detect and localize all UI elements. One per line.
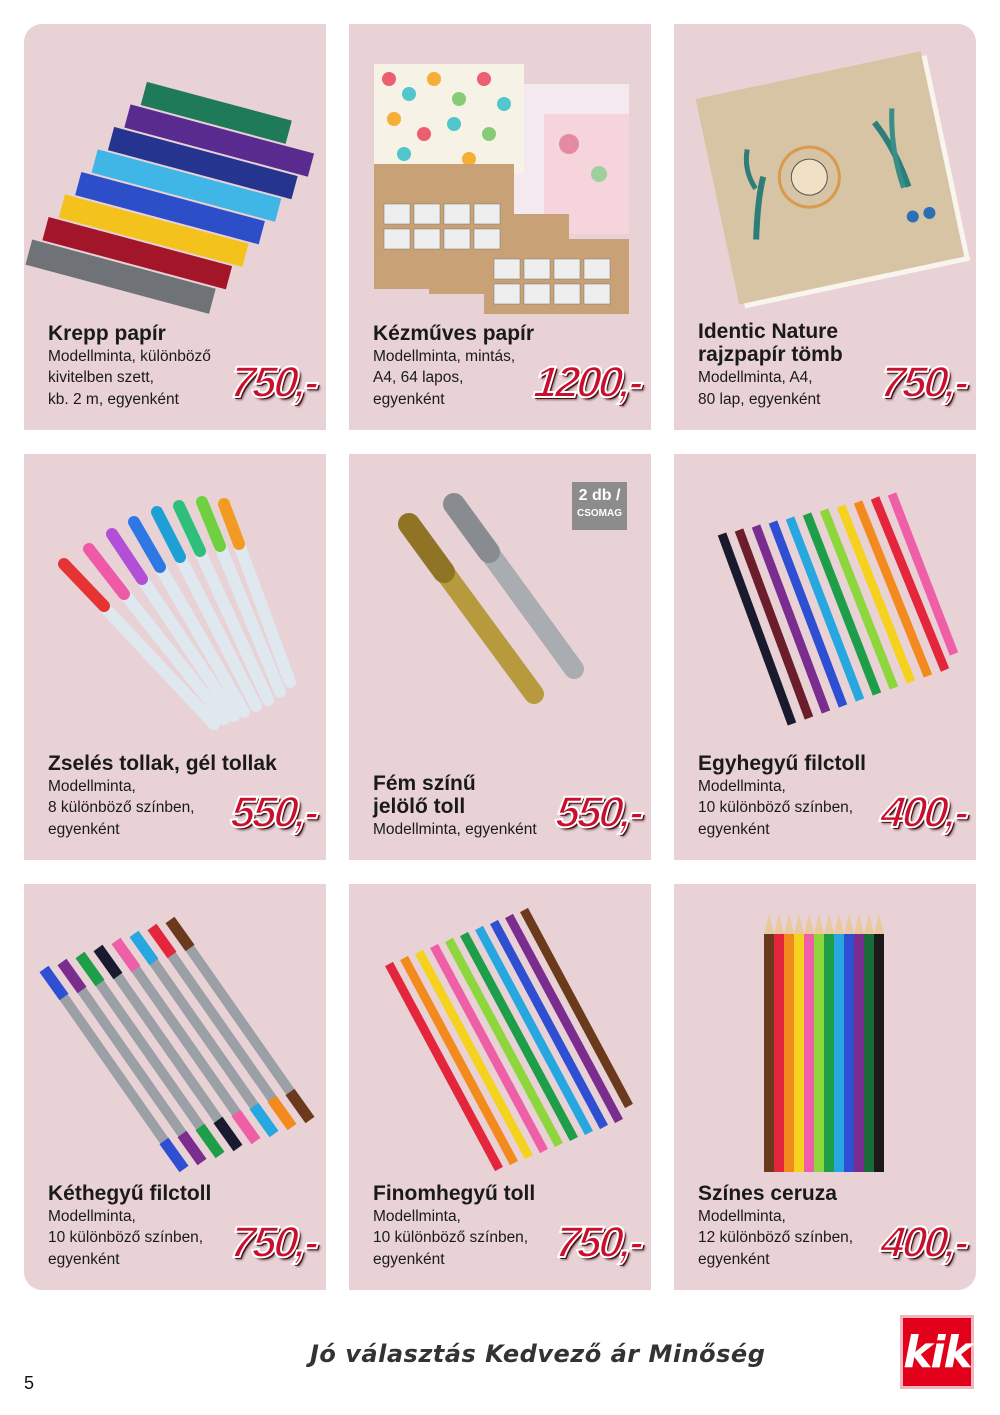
product-title: Zselés tollak, gél tollak <box>48 751 277 775</box>
desc-line: egyenként <box>698 1250 770 1268</box>
desc-line: 10 különböző színben, <box>48 1229 204 1246</box>
desc-line: Modellminta, <box>373 1207 461 1225</box>
product-card-szines-ceruza[interactable] <box>674 884 976 1290</box>
desc-line: kb. 2 m, egyenként <box>48 390 179 408</box>
desc-line: Modellminta, A4, <box>698 369 813 386</box>
desc-line: Modellminta, különböző <box>48 347 211 365</box>
logo-text: kik <box>903 1326 971 1378</box>
price-tag: 750,- <box>228 1218 319 1267</box>
product-description <box>698 776 888 841</box>
product-description <box>48 776 238 841</box>
desc-line: egyenként <box>698 820 770 838</box>
kik-logo[interactable] <box>900 1315 974 1389</box>
price-tag: 400,- <box>878 1218 969 1267</box>
pack-badge <box>572 482 627 530</box>
product-card-finomhegyu-toll[interactable] <box>349 884 651 1290</box>
product-title: Kézműves papír <box>373 321 535 345</box>
product-description <box>373 1206 563 1271</box>
desc-line: egyenként <box>48 820 120 838</box>
product-info <box>373 1182 563 1271</box>
product-title: Fém színű jelölő toll <box>373 771 476 818</box>
price-tag: 550,- <box>553 788 644 837</box>
price-tag: 550,- <box>228 788 319 837</box>
desc-line: A4, 64 lapos, <box>373 369 464 386</box>
product-card-identic-nature[interactable] <box>674 24 976 430</box>
fineliner-pens-image <box>349 884 651 1184</box>
desc-line: 8 különböző színben, <box>48 799 195 816</box>
product-info <box>48 322 238 411</box>
product-info <box>373 772 563 841</box>
badge-unit: CSOMAG <box>577 508 622 519</box>
desc-line: Modellminta, <box>698 1207 786 1225</box>
product-info <box>698 320 888 410</box>
product-title: Színes ceruza <box>698 1181 837 1205</box>
product-description <box>48 1206 238 1271</box>
desc-line: Modellminta, <box>48 777 136 795</box>
product-info <box>48 1182 238 1271</box>
desc-line: 80 lap, egyenként <box>698 390 821 408</box>
desc-line: Modellminta, <box>698 777 786 795</box>
badge-quantity: 2 db / <box>578 487 621 504</box>
desc-line: kivitelben szett, <box>48 369 154 386</box>
product-title: Finomhegyű toll <box>373 1181 536 1205</box>
price-tag: 750,- <box>553 1218 644 1267</box>
product-title: Egyhegyű filctoll <box>698 751 867 775</box>
product-description <box>48 346 238 411</box>
colored-pencils-image <box>674 884 976 1184</box>
price-tag: 750,- <box>228 358 319 407</box>
gel-pens-image <box>24 454 326 754</box>
desc-line: Modellminta, egyenként <box>373 820 537 838</box>
product-title: Identic Nature rajzpapír tömb <box>698 320 843 366</box>
product-title: Krepp papír <box>48 321 166 345</box>
desc-line: 10 különböző színben, <box>373 1229 529 1246</box>
desc-line: 10 különböző színben, <box>698 799 854 816</box>
desc-line: Modellminta, <box>48 1207 136 1225</box>
price-tag: 400,- <box>878 788 969 837</box>
product-card-ket-hegyu-filctoll[interactable] <box>24 884 326 1290</box>
desc-line: egyenként <box>48 1250 120 1268</box>
product-card-fem-szinu-jelolo-toll[interactable] <box>349 454 651 860</box>
product-description <box>373 819 563 841</box>
product-description <box>698 1206 888 1271</box>
product-card-zseles-tollak[interactable] <box>24 454 326 860</box>
crepe-paper-image <box>24 24 326 324</box>
product-title: Kéthegyű filctoll <box>48 1181 212 1205</box>
product-card-kezmuves-papir[interactable] <box>349 24 651 430</box>
price-tag: 750,- <box>878 358 969 407</box>
desc-line: 12 különböző színben, <box>698 1229 854 1246</box>
product-info <box>698 752 888 841</box>
product-description <box>698 367 888 410</box>
drawing-pad-image <box>674 24 976 324</box>
price-tag: 1200,- <box>531 358 644 407</box>
product-card-krepp-papir[interactable] <box>24 24 326 430</box>
product-info <box>698 1182 888 1271</box>
single-tip-markers-image <box>674 454 976 754</box>
slogan: Jó választás Kedvező ár Minőség <box>310 1340 766 1368</box>
page-footer <box>0 1310 1000 1415</box>
craft-paper-image <box>349 24 651 324</box>
desc-line: egyenként <box>373 390 445 408</box>
desc-line: Modellminta, mintás, <box>373 347 516 365</box>
product-card-egyhegyu-filctoll[interactable] <box>674 454 976 860</box>
page-number: 5 <box>24 1373 35 1393</box>
dual-tip-markers-image <box>24 884 326 1184</box>
desc-line: egyenként <box>373 1250 445 1268</box>
